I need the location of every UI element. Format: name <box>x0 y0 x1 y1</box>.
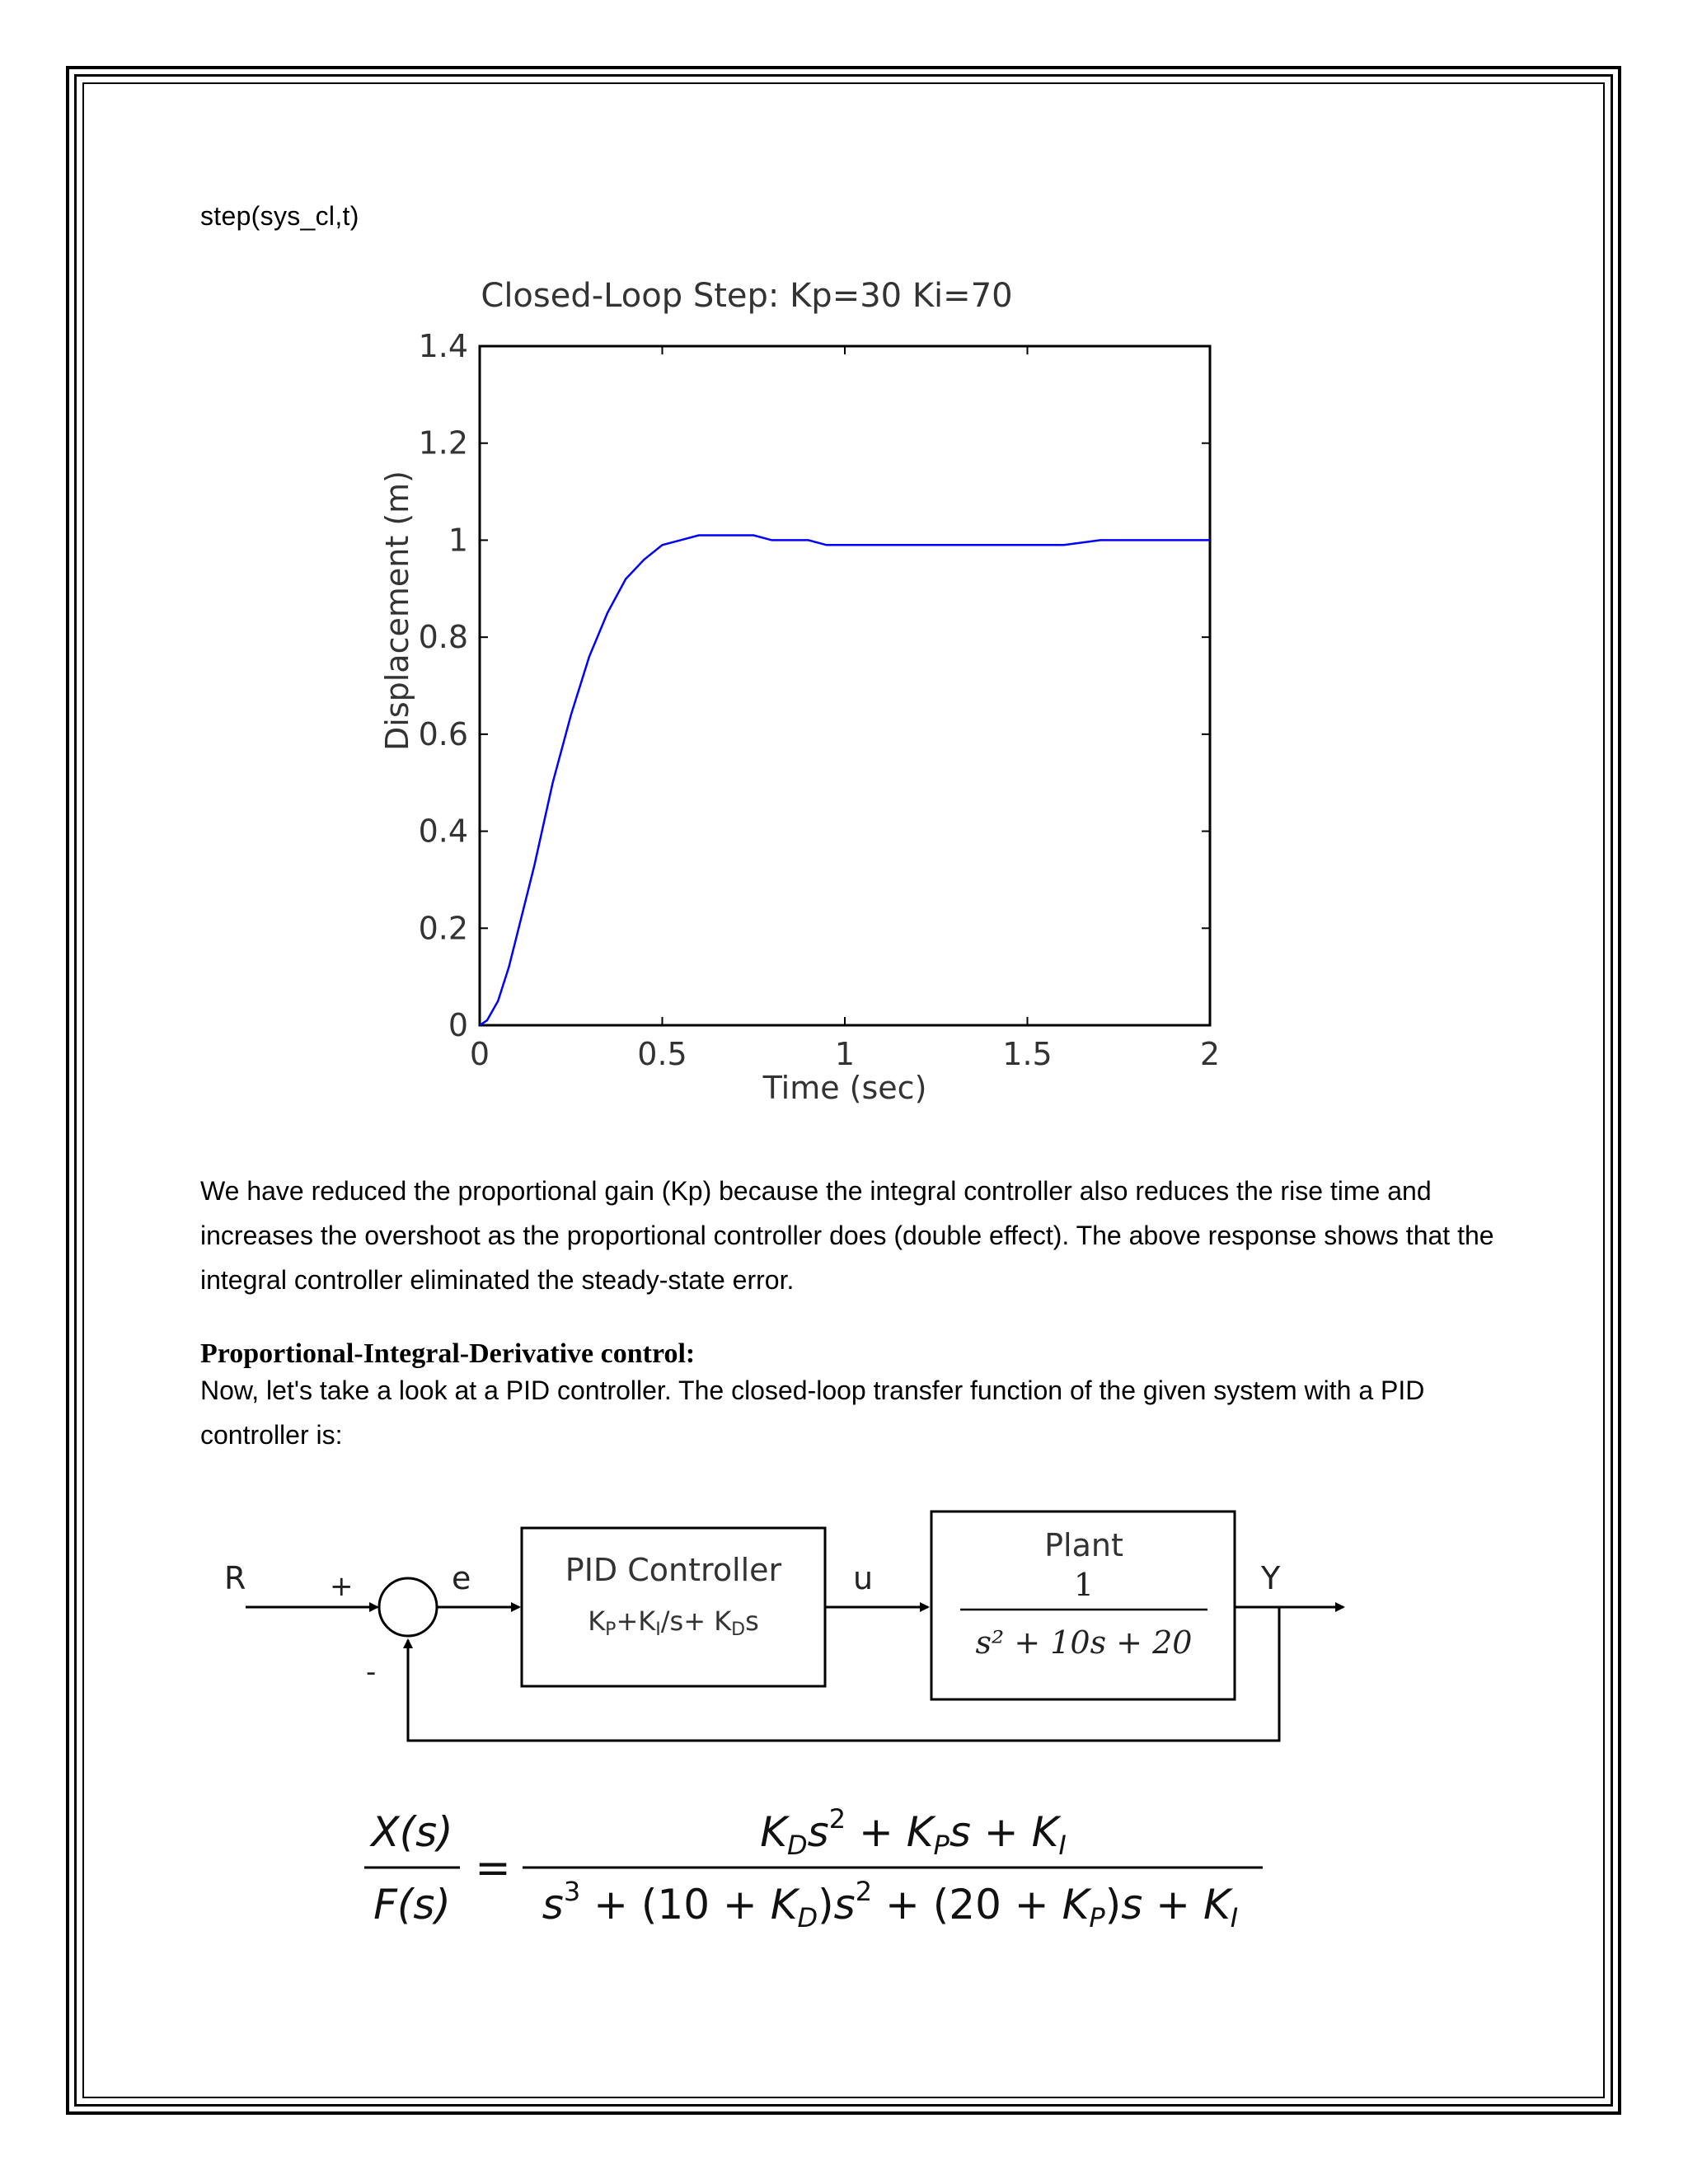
step-response-chart <box>354 272 1245 1129</box>
rhs-numerator: $K_Ds^2 + K_Ps + K_I$ <box>760 1803 1067 1861</box>
paragraph-pid-intro: Now, let's take a look at a PID controller. The closed-loop transfer function of the given system with a PID controller is: <box>200 1376 1425 1450</box>
error-e-label: e <box>452 1560 471 1596</box>
lhs-numerator: X(s) <box>371 1808 453 1856</box>
plus-sign: + <box>330 1570 354 1603</box>
plant-denominator: s² + 10s + 20 <box>975 1624 1193 1661</box>
section-heading: Proportional-Integral-Derivative control: <box>200 1338 696 1369</box>
paragraph-reduced-gain: We have reduced the proportional gain (Kp) because the integral controller also reduces the rise time and increases the overshoot as the proportional controller does (double effect). The above response shows that the integral controller eliminated the steady-state error. <box>200 1176 1494 1295</box>
plant-numerator: 1 <box>1073 1567 1095 1603</box>
y-tick-label: 0.6 <box>418 715 468 752</box>
y-tick-label: 1.2 <box>418 424 468 462</box>
plant-title: Plant <box>1044 1527 1123 1563</box>
pid-controller-title: PID Controller <box>565 1552 782 1588</box>
y-tick-label: 1.4 <box>418 328 468 364</box>
x-tick-label: 1 <box>834 1036 856 1072</box>
equals-sign: = <box>475 1844 511 1893</box>
rhs-denominator: $s^3 + (10 + K_D)s^2 + (20 + K_P)s + K_I$ <box>542 1876 1239 1933</box>
y-tick-label: 0.2 <box>418 910 468 947</box>
y-tick-label: 0 <box>448 1007 468 1043</box>
y-tick-label: 0.8 <box>418 619 468 656</box>
lhs-denominator: F(s) <box>373 1881 451 1929</box>
summing-junction <box>379 1578 437 1636</box>
plot-area <box>480 346 1210 1025</box>
x-tick-label: 1.5 <box>1002 1036 1053 1072</box>
pid-block-diagram <box>198 1492 1393 1764</box>
input-r-label: R <box>224 1560 246 1596</box>
transfer-function-equation <box>346 1797 1352 1953</box>
pid-controller-law: KP+KI/s+ KDs <box>588 1605 759 1640</box>
x-tick-label: 0.5 <box>637 1036 687 1072</box>
y-tick-label: 0.4 <box>418 813 468 850</box>
output-y-label: Y <box>1261 1560 1281 1596</box>
x-tick-label: 0 <box>469 1036 490 1072</box>
y-tick-label: 1 <box>448 522 468 559</box>
code-line: step(sys_cl,t) <box>200 201 359 231</box>
x-tick-label: 2 <box>1199 1036 1221 1072</box>
chart-title: Closed-Loop Step: Kp=30 Ki=70 <box>481 277 1013 315</box>
x-axis-label: Time (sec) <box>762 1070 927 1106</box>
y-axis-label: Displacement (m) <box>379 471 415 751</box>
minus-sign: - <box>366 1656 377 1689</box>
signal-u-label: u <box>853 1560 874 1596</box>
